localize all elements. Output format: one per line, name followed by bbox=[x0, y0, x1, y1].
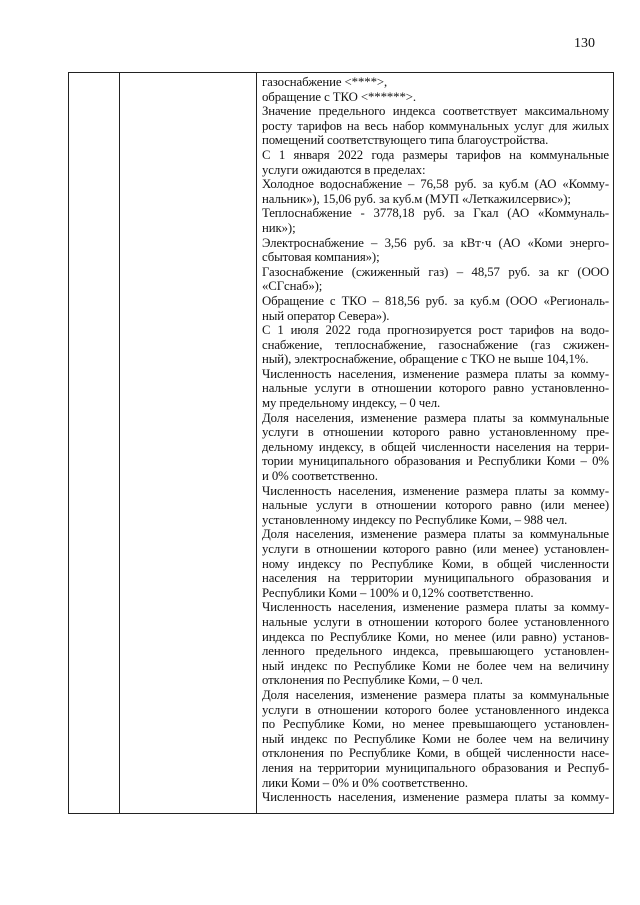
text-line: му предельному индексу, – 0 чел. bbox=[262, 396, 441, 411]
text-line: ный индекс по Республике Коми не более чем на величину bbox=[262, 658, 609, 673]
text-line: Численность населения, изменение размера платы за комму- bbox=[262, 790, 609, 805]
text-line: услуги в отношении которого равно установленному пре- bbox=[262, 425, 609, 440]
text-line: Численность населения, изменение размера платы за комму- bbox=[262, 600, 609, 615]
text-line: населения на территории муниципального образования и bbox=[262, 571, 609, 586]
description-text bbox=[262, 75, 609, 805]
tariff-table bbox=[68, 72, 614, 814]
text-line: сбытовая компания»); bbox=[262, 250, 380, 265]
text-line: отклонения по Республике Коми, в общей численности насе- bbox=[262, 746, 609, 761]
text-line: Численность населения, изменение размера платы за комму- bbox=[262, 366, 609, 381]
text-line: Теплоснабжение - 3778,18 руб. за Гкал (АО «Коммуналь- bbox=[262, 206, 609, 221]
text-line: услуги в отношении которого равно (или менее) установлен- bbox=[262, 542, 609, 556]
text-line: и 0% соответственно. bbox=[262, 469, 378, 484]
text-line: ник»); bbox=[262, 220, 296, 235]
text-line: ному индексу по Республике Коми, в общей численности bbox=[262, 556, 609, 571]
text-line: нальные услуги в отношении которого равно установленно- bbox=[262, 381, 609, 396]
text-line: нальные услуги в отношении которого более установленного bbox=[262, 614, 609, 629]
text-line: ления на территории муниципального образования и Респуб- bbox=[262, 760, 609, 775]
page-number: 130 bbox=[574, 36, 595, 51]
text-line: услуги ожидаются в пределах: bbox=[262, 162, 426, 177]
text-line: Холодное водоснабжение – 76,58 руб. за куб.м (АО «Комму- bbox=[262, 177, 609, 192]
text-line: Доля населения, изменение размера платы за коммунальные bbox=[262, 527, 609, 542]
text-line: ный оператор Севера»). bbox=[262, 308, 390, 323]
text-line: ный), электроснабжение, обращение с ТКО не выше 104,1%. bbox=[262, 352, 589, 367]
text-line: Значение предельного индекса соответствует максимальному bbox=[262, 104, 609, 119]
table-cell-name bbox=[120, 73, 257, 814]
text-line: Доля населения, изменение размера платы за коммунальные bbox=[262, 687, 609, 702]
text-line: тории муниципального образования и Республики Коми – 0% bbox=[262, 454, 609, 469]
text-line: газоснабжение <****>, bbox=[262, 75, 388, 89]
text-line: отклонения по Республике Коми, – 0 чел. bbox=[262, 673, 483, 688]
text-line: Численность населения, изменение размера платы за комму- bbox=[262, 483, 609, 498]
text-line: по Республике Коми, но менее превышающего установлен- bbox=[262, 717, 609, 732]
text-line: дельному индексу, в общей численности населения на терри- bbox=[262, 439, 609, 454]
text-line: Обращение с ТКО – 818,56 руб. за куб.м (ООО «Региональ- bbox=[262, 293, 609, 308]
text-line: Республики Коми – 100% и 0,12% соответственно. bbox=[262, 585, 534, 600]
text-line: нальник»), 15,06 руб. за куб.м (МУП «Леткажилсервис»); bbox=[262, 191, 571, 206]
table-cell-number bbox=[69, 73, 120, 814]
text-line: росту тарифов на весь набор коммунальных услуг для жилых bbox=[262, 118, 609, 133]
text-line: обращение с ТКО <******>. bbox=[262, 89, 416, 104]
text-line: установленному индексу по Республике Коми, – 988 чел. bbox=[262, 512, 568, 527]
table-cell-description bbox=[257, 73, 614, 814]
text-line: Газоснабжение (сжиженный газ) – 48,57 руб. за кг (ООО bbox=[262, 264, 609, 279]
text-line: С 1 июля 2022 года прогнозируется рост тарифов на водо- bbox=[262, 323, 609, 338]
table-row bbox=[69, 73, 614, 814]
text-line: Доля населения, изменение размера платы за коммунальные bbox=[262, 410, 609, 425]
text-line: Электроснабжение – 3,56 руб. за кВт·ч (АО «Коми энерго- bbox=[262, 235, 609, 250]
text-line: индекса по Республике Коми, но менее (или равно) установ- bbox=[262, 629, 609, 644]
text-line: ленного предельного индекса, превышающего установлен- bbox=[262, 644, 609, 659]
text-line: С 1 января 2022 года размеры тарифов на коммунальные bbox=[262, 147, 609, 162]
text-line: нальные услуги в отношении которого равно (или менее) bbox=[262, 498, 609, 513]
text-line: услуги в отношении которого более установленного индекса bbox=[262, 702, 609, 717]
text-line: помещений соответствующего типа благоустройства. bbox=[262, 133, 549, 148]
text-line: ный индекс по Республике Коми не более чем на величину bbox=[262, 731, 609, 746]
text-line: снабжение, теплоснабжение, газоснабжение (газ сжижен- bbox=[262, 337, 609, 352]
text-line: «СГснаб»); bbox=[262, 279, 323, 294]
text-line: лики Коми – 0% и 0% соответственно. bbox=[262, 775, 468, 790]
